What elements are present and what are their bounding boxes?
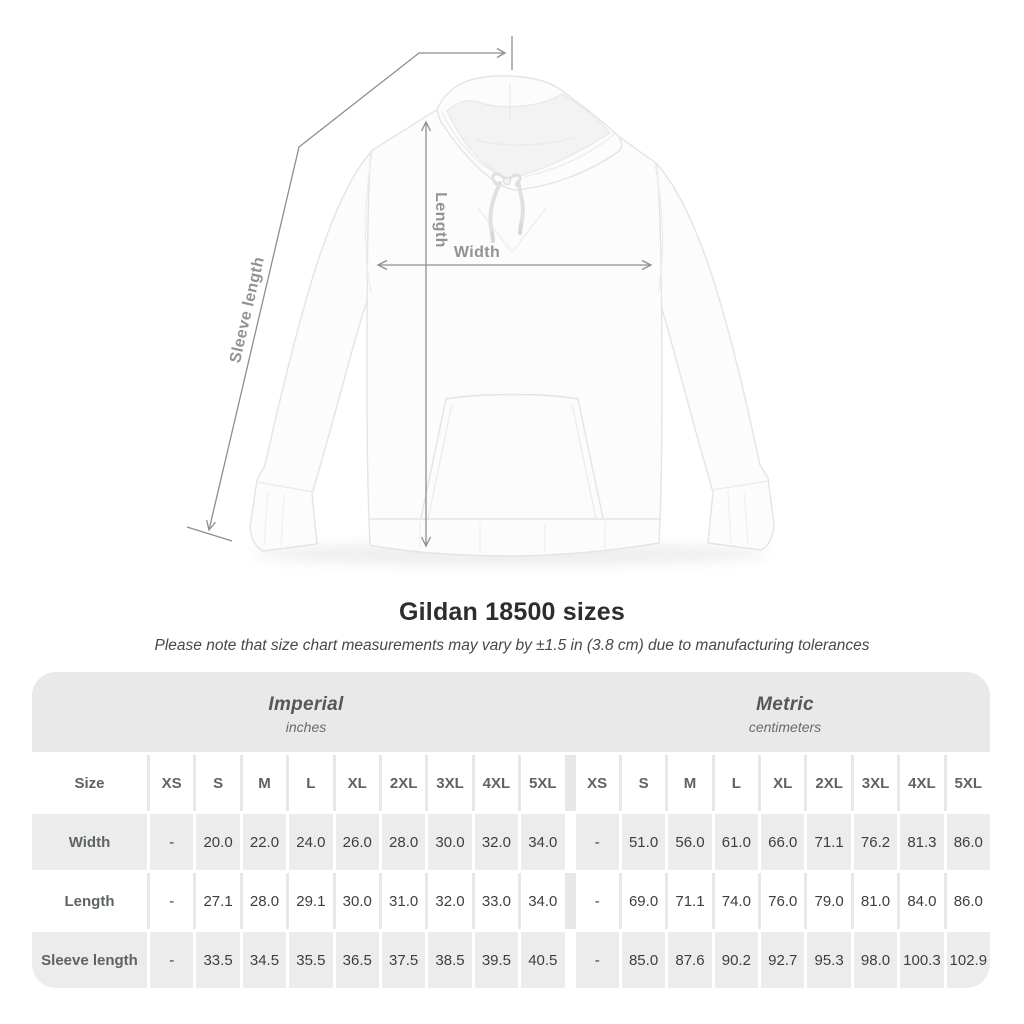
imperial-value-cell: 32.0 — [425, 873, 471, 929]
imperial-value-cell: 34.0 — [518, 873, 564, 929]
imperial-value-cell: - — [147, 873, 193, 929]
metric-value-cell: 66.0 — [758, 814, 804, 870]
imperial-value-cell: 40.5 — [518, 932, 564, 988]
imperial-value-cell: 33.5 — [193, 932, 239, 988]
page-title: Gildan 18500 sizes — [399, 598, 625, 626]
metric-size-header: XS — [573, 755, 619, 811]
kangaroo-pocket — [420, 395, 604, 524]
metric-value-cell: 81.3 — [897, 814, 943, 870]
metric-value-cell: 81.0 — [851, 873, 897, 929]
hoodie-garment — [250, 76, 774, 556]
imperial-size-header: 2XL — [379, 755, 425, 811]
metric-value-cell: - — [573, 932, 619, 988]
imperial-size-header: 3XL — [425, 755, 471, 811]
group-divider — [565, 755, 573, 811]
metric-value-cell: 98.0 — [851, 932, 897, 988]
imperial-label: Imperial — [268, 693, 344, 715]
imperial-unit: inches — [285, 718, 327, 735]
imperial-unit-group — [32, 672, 580, 752]
imperial-value-cell: 22.0 — [240, 814, 286, 870]
right-sleeve — [656, 163, 774, 550]
metric-value-cell: 92.7 — [758, 932, 804, 988]
metric-value-cell: - — [573, 814, 619, 870]
metric-size-header: M — [665, 755, 711, 811]
measurement-row-length — [32, 870, 990, 929]
imperial-value-cell: 26.0 — [333, 814, 379, 870]
metric-value-cell: 76.0 — [758, 873, 804, 929]
size-chart-table — [32, 672, 990, 988]
metric-value-cell: 102.9 — [944, 932, 990, 988]
metric-value-cell: 74.0 — [712, 873, 758, 929]
imperial-value-cell: 30.0 — [425, 814, 471, 870]
imperial-value-cell: 38.5 — [425, 932, 471, 988]
size-chart-body — [32, 752, 990, 988]
imperial-value-cell: 39.5 — [472, 932, 518, 988]
metric-value-cell: 85.0 — [619, 932, 665, 988]
width-measurement-label: Width — [453, 244, 501, 261]
unit-group-header — [32, 672, 990, 752]
imperial-value-cell: 32.0 — [472, 814, 518, 870]
measurement-row-sleeve-length — [32, 929, 990, 988]
imperial-value-cell: 31.0 — [379, 873, 425, 929]
metric-size-header: L — [712, 755, 758, 811]
tolerance-note: Please note that size chart measurements may vary by ±1.5 in (3.8 cm) due to manufacturing tolerances — [154, 637, 870, 654]
metric-value-cell: 90.2 — [712, 932, 758, 988]
imperial-value-cell: 20.0 — [193, 814, 239, 870]
size-header-row — [32, 752, 990, 811]
metric-value-cell: 95.3 — [804, 932, 850, 988]
size-column-header: Size — [32, 755, 147, 811]
row-label: Sleeve length — [32, 932, 147, 988]
metric-size-header: 3XL — [851, 755, 897, 811]
metric-label: Metric — [756, 693, 814, 715]
row-label: Length — [32, 873, 147, 929]
metric-value-cell: 71.1 — [804, 814, 850, 870]
metric-value-cell: 84.0 — [897, 873, 943, 929]
length-measurement-label: Length — [432, 192, 449, 248]
metric-size-header: 5XL — [944, 755, 990, 811]
metric-size-header: S — [619, 755, 665, 811]
metric-value-cell: 86.0 — [944, 814, 990, 870]
metric-value-cell: 61.0 — [712, 814, 758, 870]
group-divider — [565, 814, 573, 870]
metric-size-header: 2XL — [804, 755, 850, 811]
metric-value-cell: 79.0 — [804, 873, 850, 929]
metric-unit: centimeters — [748, 718, 822, 735]
imperial-value-cell: 36.5 — [333, 932, 379, 988]
imperial-size-header: 4XL — [472, 755, 518, 811]
sleeve-length-measurement-label: Sleeve length — [227, 255, 268, 365]
imperial-value-cell: 37.5 — [379, 932, 425, 988]
imperial-value-cell: 29.1 — [286, 873, 332, 929]
imperial-size-header: XS — [147, 755, 193, 811]
metric-value-cell: 69.0 — [619, 873, 665, 929]
metric-size-header: XL — [758, 755, 804, 811]
imperial-value-cell: 33.0 — [472, 873, 518, 929]
imperial-value-cell: 27.1 — [193, 873, 239, 929]
metric-value-cell: 76.2 — [851, 814, 897, 870]
imperial-value-cell: 28.0 — [379, 814, 425, 870]
metric-value-cell: 86.0 — [944, 873, 990, 929]
imperial-size-header: XL — [333, 755, 379, 811]
imperial-size-header: M — [240, 755, 286, 811]
metric-value-cell: 87.6 — [665, 932, 711, 988]
metric-value-cell: 56.0 — [665, 814, 711, 870]
metric-value-cell: 51.0 — [619, 814, 665, 870]
imperial-value-cell: 35.5 — [286, 932, 332, 988]
group-divider — [565, 932, 573, 988]
measurement-row-width — [32, 811, 990, 870]
imperial-value-cell: 24.0 — [286, 814, 332, 870]
metric-value-cell: 71.1 — [665, 873, 711, 929]
metric-unit-group — [580, 672, 990, 752]
imperial-size-header: S — [193, 755, 239, 811]
group-divider — [565, 873, 573, 929]
imperial-value-cell: 30.0 — [333, 873, 379, 929]
imperial-value-cell: 28.0 — [240, 873, 286, 929]
imperial-size-header: L — [286, 755, 332, 811]
row-label: Width — [32, 814, 147, 870]
imperial-size-header: 5XL — [518, 755, 564, 811]
metric-size-header: 4XL — [897, 755, 943, 811]
metric-value-cell: - — [573, 873, 619, 929]
imperial-value-cell: - — [147, 932, 193, 988]
metric-value-cell: 100.3 — [897, 932, 943, 988]
imperial-value-cell: 34.5 — [240, 932, 286, 988]
imperial-value-cell: - — [147, 814, 193, 870]
imperial-value-cell: 34.0 — [518, 814, 564, 870]
